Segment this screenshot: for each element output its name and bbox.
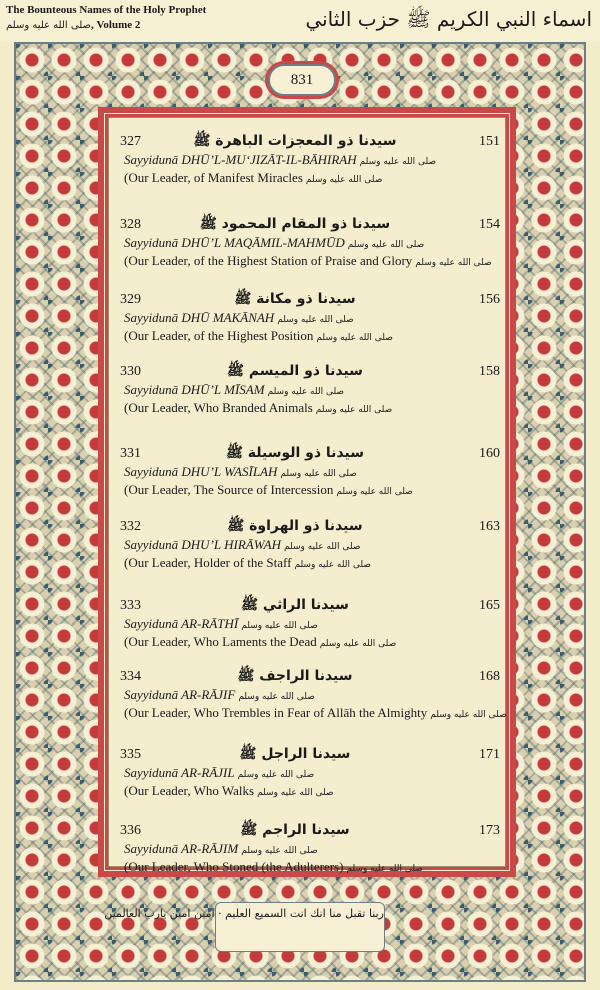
entry-arabic: سيدنا ذو الميسم ﷺ: [227, 363, 363, 379]
entry-transliteration: Sayyidunā DHŪ’L MAQĀMIL-MAHMŪD صلى الله عليه وسلم: [124, 235, 425, 250]
entry-number: 330: [120, 364, 141, 379]
book-title-line2: [6, 18, 336, 33]
honorific-glyph: صلى الله عليه وسلم: [267, 387, 345, 397]
entry-number: 329: [120, 292, 141, 307]
entry-page-ref: 156: [479, 292, 500, 307]
entry-transliteration: Sayyidunā DHŪ’L MĪSAM صلى الله عليه وسلم: [124, 382, 345, 397]
entry-page-ref: 151: [479, 134, 500, 149]
page-number: 831: [290, 72, 314, 88]
entry-transliteration: Sayyidunā DHU’L WASĪLAH صلى الله عليه وسلم: [124, 464, 357, 479]
entry-meaning: (Our Leader, of the Highest Position صلى الله عليه وسلم: [124, 328, 393, 343]
honorific-glyph: صلى الله عليه وسلم: [347, 240, 425, 250]
entry-arabic: سيدنا الراجم ﷺ: [240, 822, 350, 838]
entry-meaning: (Our Leader, The Source of Intercession صلى الله عليه وسلم: [124, 482, 413, 497]
entry-transliteration: Sayyidunā DHŪ’L-MU‘JIZĀT-IL-BĀHIRAH صلى الله عليه وسلم: [124, 152, 437, 167]
page-header: [0, 0, 600, 42]
entry-arabic: سيدنا ذو المقام المحمود ﷺ: [199, 216, 391, 232]
volume-label: , Volume 2: [91, 19, 141, 31]
honorific-glyph: صلى الله عليه وسلم: [305, 175, 383, 185]
entry-arabic: سيدنا ذو الوسيلة ﷺ: [225, 445, 365, 461]
entry-number: 332: [120, 519, 141, 534]
book-title-line1: The Bounteous Names of the Holy Prophet: [6, 4, 207, 16]
entry-transliteration: Sayyidunā AR-RĀJIM صلى الله عليه وسلم: [124, 841, 318, 856]
entry-number: 334: [120, 669, 141, 684]
honorific-glyph: صلى الله عليه وسلم: [284, 542, 361, 552]
entry-page-ref: 168: [479, 669, 500, 684]
entry-meaning: (Our Leader, Who Stoned (the Adulterers) صلى الله عليه وسلم: [124, 859, 423, 874]
entry-arabic: سيدنا الراثي ﷺ: [241, 597, 349, 613]
entry-page-ref: 165: [479, 598, 500, 613]
entry-arabic: سيدنا ذو الهراوة ﷺ: [227, 518, 363, 534]
footer-prayer: ربنا تقبل منا انك انت السميع العليم · امين امين يارب العالمين: [215, 902, 385, 952]
honorific-glyph: صلى الله عليه وسلم: [359, 157, 437, 167]
entry-number: 333: [120, 598, 141, 613]
honorific-glyph: صلى الله عليه وسلم: [237, 770, 315, 780]
honorific-glyph: صلى الله عليه وسلم: [277, 315, 354, 325]
entry-meaning: (Our Leader, of the Highest Station of Praise and Glory صلى الله عليه وسلم: [124, 253, 492, 268]
page-number-badge: [268, 64, 336, 96]
entry-number: 336: [120, 823, 141, 838]
honorific-glyph: صلى الله عليه وسلم: [241, 621, 318, 631]
honorific-glyph: صلى الله عليه وسلم: [241, 846, 318, 856]
entry-number: 331: [120, 446, 141, 461]
honorific-glyph: صلى الله عليه وسلم: [280, 469, 357, 479]
entry-arabic: سيدنا ذو مكانة ﷺ: [234, 291, 356, 307]
honorific-glyph: صلى الله عليه وسلم: [415, 258, 492, 268]
entry-number: 335: [120, 747, 141, 762]
honorific-glyph: صلى الله عليه وسلم: [336, 487, 413, 497]
entry-arabic: سيدنا الراجل ﷺ: [239, 746, 351, 762]
entry-page-ref: 163: [479, 519, 500, 534]
honorific-glyph: صلى الله عليه وسلم: [257, 788, 334, 798]
entry-transliteration: Sayyidunā DHU’L HIRĀWAH صلى الله عليه وسلم: [124, 537, 361, 552]
honorific-glyph: صلى الله عليه وسلم: [430, 710, 507, 720]
honorific-glyph: صلى الله عليه وسلم: [319, 639, 397, 649]
entry-number: 327: [120, 134, 141, 149]
honorific-glyph: صلى الله عليه وسلم: [316, 333, 393, 343]
entry-transliteration: Sayyidunā AR-RĀTHĪ صلى الله عليه وسلم: [124, 616, 318, 631]
entry-arabic: سيدنا ذو المعجزات الباهرة ﷺ: [193, 133, 397, 149]
honorific-glyph: صلى الله عليه وسلم: [238, 692, 315, 702]
entry-transliteration: Sayyidunā DHŪ MAKĀNAH صلى الله عليه وسلم: [124, 310, 354, 325]
entry-meaning: (Our Leader, Who Laments the Dead صلى الله عليه وسلم: [124, 634, 397, 649]
entry-page-ref: 171: [479, 747, 500, 762]
entry-arabic: سيدنا الراجف ﷺ: [237, 668, 353, 684]
entry-page-ref: 158: [479, 364, 500, 379]
entry-page-ref: 154: [479, 217, 500, 232]
entry-page-ref: 173: [479, 823, 500, 838]
entry-meaning: (Our Leader, of Manifest Miracles صلى الله عليه وسلم: [124, 170, 383, 185]
honorific-glyph: صلى الله عليه وسلم: [315, 405, 393, 415]
honorific-glyph: صلى الله عليه وسلم: [6, 20, 91, 31]
entry-number: 328: [120, 217, 141, 232]
entry-meaning: (Our Leader, Who Trembles in Fear of Allāh the Almighty صلى الله عليه وسلم: [124, 705, 507, 720]
honorific-glyph: صلى الله عليه وسلم: [294, 560, 371, 570]
book-title: [6, 3, 336, 33]
entry-page-ref: 160: [479, 446, 500, 461]
arabic-header-title: اسماء النبي الكريم ﷺ حزب الثاني: [305, 7, 592, 31]
entry-meaning: (Our Leader, Who Walks صلى الله عليه وسلم: [124, 783, 334, 798]
entry-transliteration: Sayyidunā AR-RĀJIL صلى الله عليه وسلم: [124, 765, 315, 780]
honorific-glyph: صلى الله عليه وسلم: [346, 864, 423, 874]
entry-meaning: (Our Leader, Holder of the Staff صلى الله عليه وسلم: [124, 555, 371, 570]
entry-meaning: (Our Leader, Who Branded Animals صلى الله عليه وسلم: [124, 400, 393, 415]
entry-transliteration: Sayyidunā AR-RĀJIF صلى الله عليه وسلم: [124, 687, 315, 702]
